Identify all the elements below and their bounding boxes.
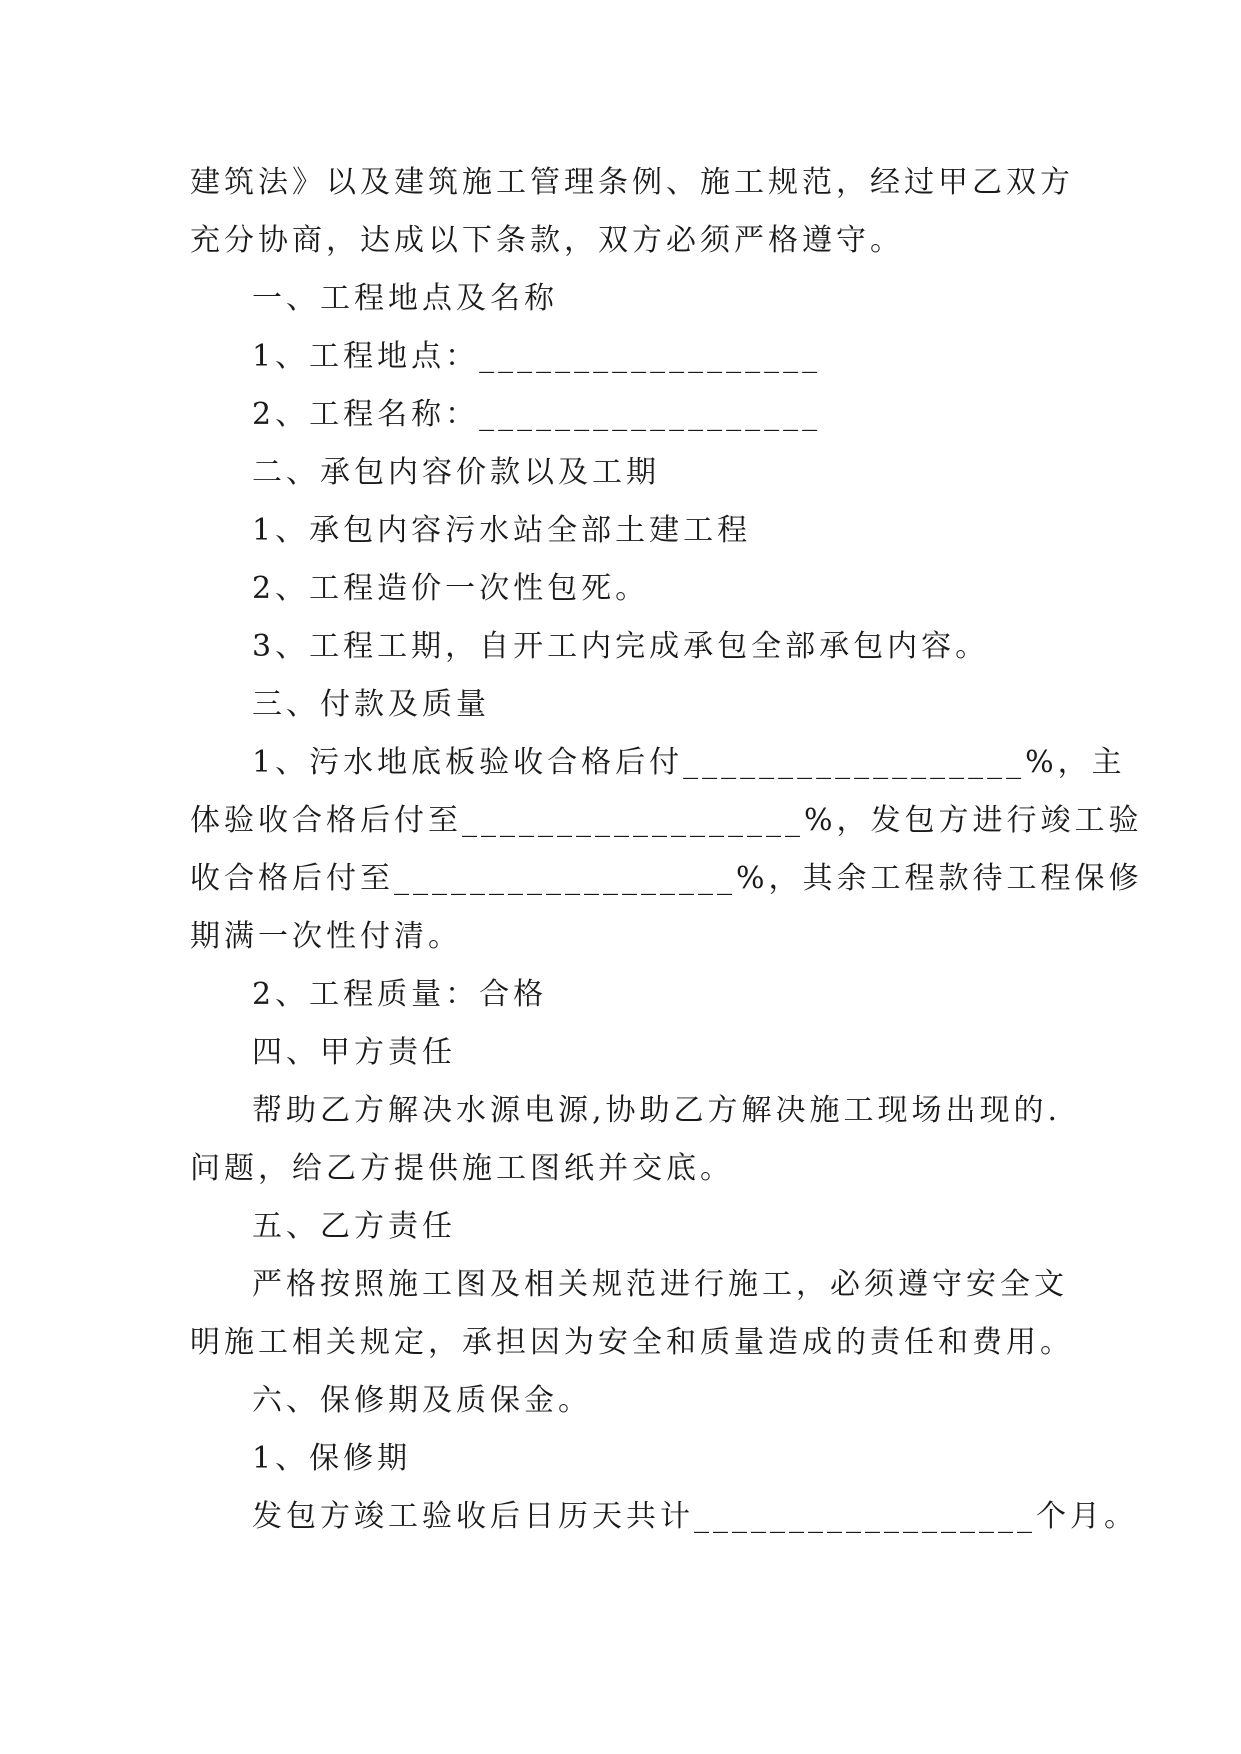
payment-clause-line: 收合格后付至__________________%，其余工程款待工程保修 — [190, 861, 1143, 896]
warranty-clause-line: 发包方竣工验收后日历天共计__________________个月。 — [252, 1499, 1138, 1534]
payment-clause-line: 体验收合格后付至__________________%，发包方进行竣工验 — [190, 803, 1143, 838]
paragraph-line: 帮助乙方解决水源电源,协助乙方解决施工现场出现的. — [252, 1093, 1062, 1128]
clause-line: 1、承包内容污水站全部土建工程 — [252, 513, 752, 548]
form-line-project-location: 1、工程地点：__________________ — [252, 339, 822, 374]
section-heading: 五、乙方责任 — [252, 1209, 456, 1244]
form-line-project-name: 2、工程名称：__________________ — [252, 397, 822, 432]
clause-line: 2、工程质量：合格 — [252, 977, 548, 1012]
clause-line: 1、保修期 — [252, 1441, 412, 1476]
section-heading: 六、保修期及质保金。 — [252, 1383, 592, 1418]
section-heading: 一、工程地点及名称 — [252, 281, 558, 316]
payment-clause-line: 期满一次性付清。 — [190, 919, 462, 954]
section-heading: 三、付款及质量 — [252, 687, 490, 722]
section-heading: 二、承包内容价款以及工期 — [252, 455, 660, 490]
paragraph-line: 建筑法》以及建筑施工管理条例、施工规范，经过甲乙双方 — [190, 165, 1074, 200]
clause-line: 3、工程工期，自开工内完成承包全部承包内容。 — [252, 629, 990, 664]
paragraph-line: 严格按照施工图及相关规范进行施工，必须遵守安全文 — [252, 1267, 1068, 1302]
section-heading: 四、甲方责任 — [252, 1035, 456, 1070]
paragraph-line: 问题，给乙方提供施工图纸并交底。 — [190, 1151, 734, 1186]
clause-line: 2、工程造价一次性包死。 — [252, 571, 650, 606]
paragraph-line: 明施工相关规定，承担因为安全和质量造成的责任和费用。 — [190, 1325, 1074, 1360]
payment-clause-line: 1、污水地底板验收合格后付__________________%，主 — [252, 745, 1126, 780]
paragraph-line: 充分协商，达成以下条款，双方必须严格遵守。 — [190, 223, 904, 258]
